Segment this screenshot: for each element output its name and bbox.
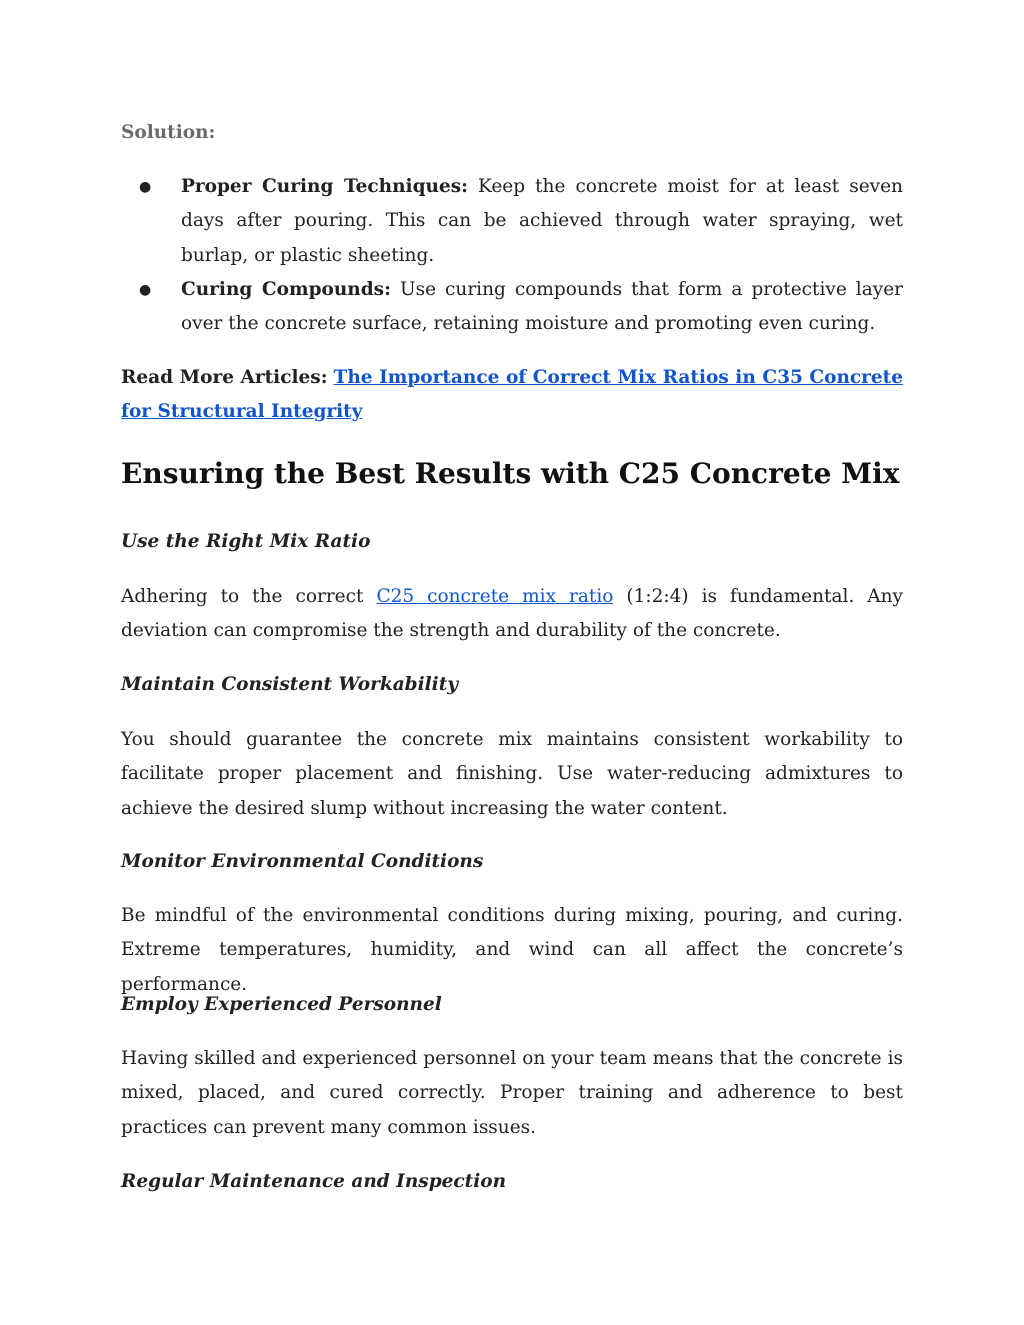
list-item [121, 273, 903, 342]
solution-list [121, 170, 903, 341]
mix-ratio-link[interactable]: C25 concrete mix ratio [376, 586, 614, 607]
bullet-icon: ● [139, 179, 152, 195]
paragraph-text: (1:2:4) is fundamental. Any deviation can compromise the strength and durability of the concrete. [121, 586, 904, 642]
bullet-term: Curing Compounds: [181, 278, 391, 300]
list-item [121, 170, 903, 273]
paragraph-workability: You should guarantee the concrete mix maintains consistent workability to facilitate proper placement and finishing. Use water-reducing admixtures to achieve the desired slump without increasing the water content. [121, 729, 903, 819]
bullet-text: Keep the concrete moist for at least seven days after pouring. This can be achieved through water spraying, wet burlap, or plastic sheeting. [181, 176, 903, 266]
subheading-environment: Monitor Environmental Conditions [121, 851, 484, 872]
read-more-label: Read More Articles: [121, 367, 328, 388]
bullet-text: Use curing compounds that form a protective layer over the concrete surface, retaining moisture and promoting even curing. [181, 278, 903, 335]
bullet-term: Proper Curing Techniques: [181, 176, 468, 197]
paragraph-environment: Be mindful of the environmental conditions during mixing, pouring, and curing. Extreme temperatures, humidity, and wind can all affect the concrete’s performance. [121, 905, 903, 995]
solution-label: Solution: [121, 122, 216, 143]
paragraph-text: Adhering to the correct [121, 586, 377, 607]
subheading-mix-ratio: Use the Right Mix Ratio [121, 531, 371, 552]
read-more [121, 361, 903, 430]
paragraph-personnel: Having skilled and experienced personnel on your team means that the concrete is mixed, placed, and cured correctly. Proper training and adherence to best practices can prevent many common issues. [121, 1048, 903, 1138]
bullet-icon: ● [139, 281, 152, 298]
paragraph-mix-ratio [121, 580, 903, 649]
section-title: Ensuring the Best Results with C25 Concrete Mix [121, 457, 900, 490]
subheading-maintenance: Regular Maintenance and Inspection [121, 1171, 507, 1192]
subheading-personnel: Employ Experienced Personnel [121, 994, 442, 1015]
subheading-workability: Maintain Consistent Workability [121, 674, 458, 695]
read-more-link[interactable]: The Importance of Correct Mix Ratios in C35 Concrete for Structural Integrity [121, 367, 903, 423]
